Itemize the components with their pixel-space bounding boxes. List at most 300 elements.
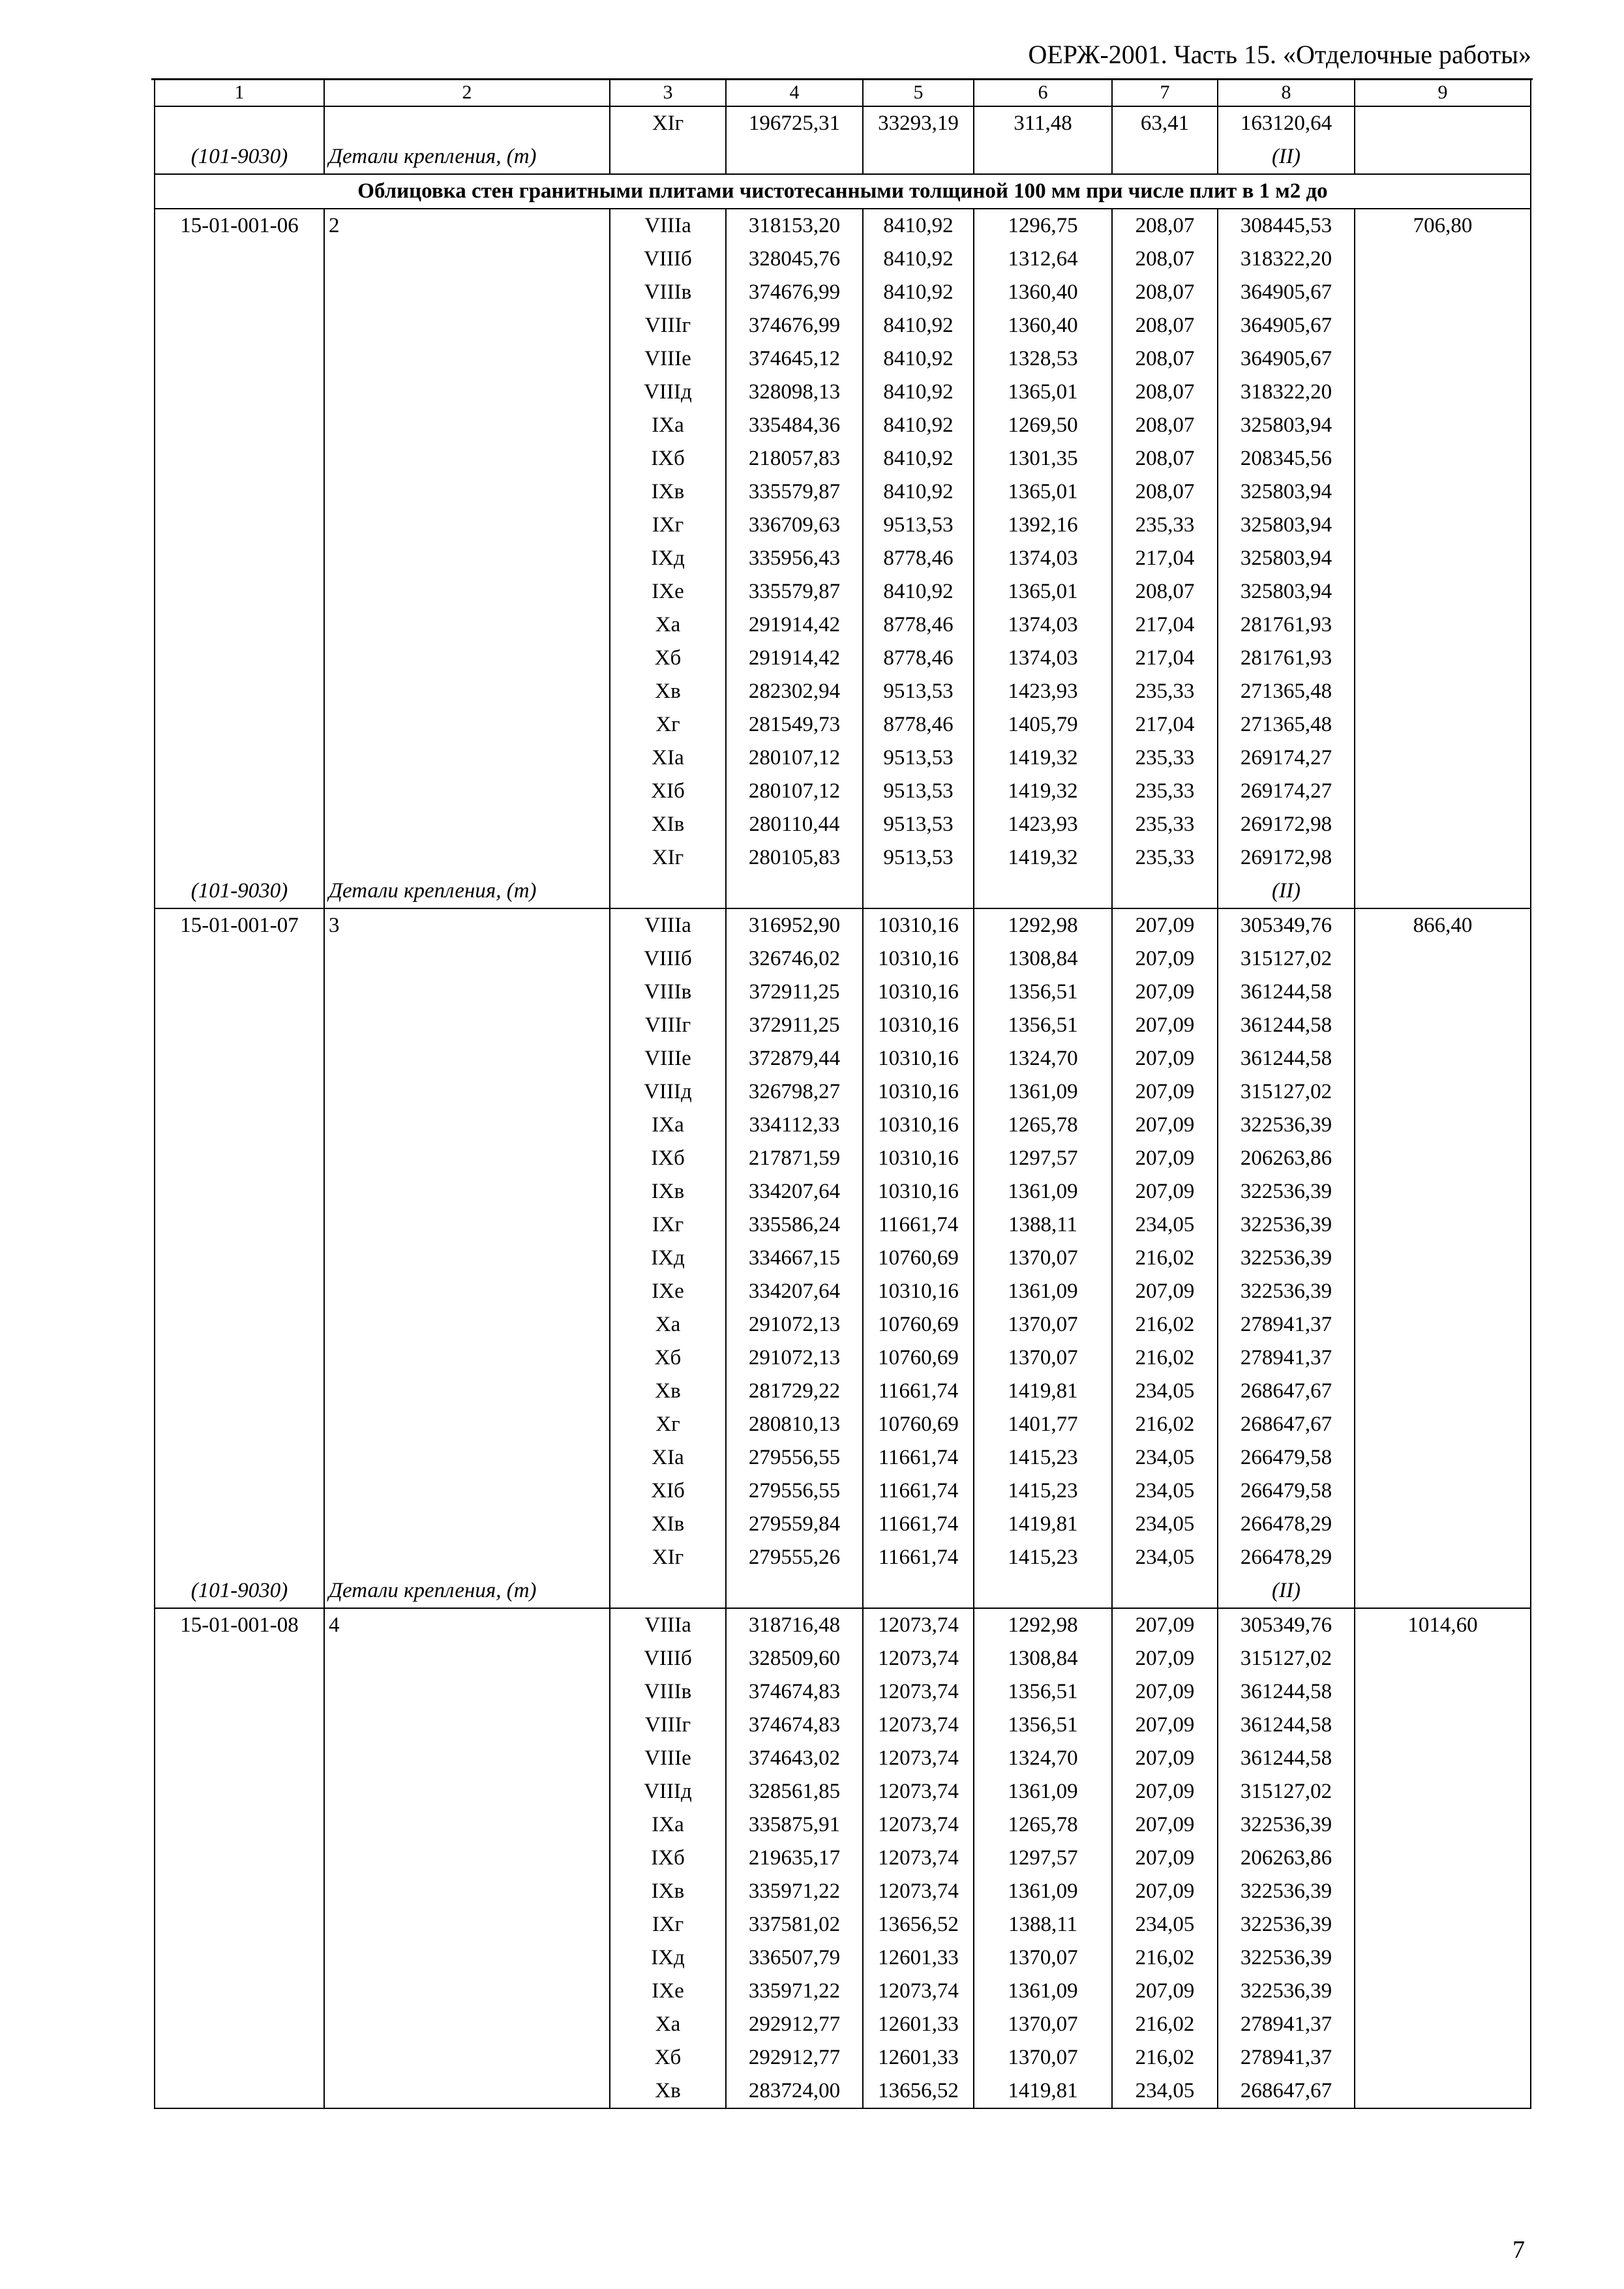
empty-cell: [155, 808, 324, 841]
value-cell: 279556,55: [726, 1474, 863, 1508]
value-cell: 322536,39: [1218, 1975, 1355, 2008]
empty-cell: [324, 1075, 610, 1109]
value-cell: 207,09: [1112, 1275, 1218, 1308]
value-cell: 1374,03: [974, 642, 1112, 675]
empty-cell: [863, 1574, 974, 1608]
table-row: [155, 1408, 1531, 1441]
empty-cell: [324, 1242, 610, 1275]
value-cell: 208,07: [1112, 442, 1218, 475]
value-cell: 10760,69: [863, 1308, 974, 1341]
value-cell: 291072,13: [726, 1308, 863, 1341]
value-cell: 292912,77: [726, 2041, 863, 2074]
empty-cell: [324, 2008, 610, 2041]
value-cell: 10310,16: [863, 1275, 974, 1308]
value-cell: 269174,27: [1218, 775, 1355, 808]
empty-cell: [324, 976, 610, 1009]
column-number-header: 7: [1112, 79, 1218, 106]
value-cell: 280810,13: [726, 1408, 863, 1441]
value-cell: 12073,74: [863, 1842, 974, 1875]
value-cell: 1324,70: [974, 1742, 1112, 1775]
empty-cell: [155, 1109, 324, 1142]
rates-table: [154, 78, 1531, 2109]
value-cell: 217871,59: [726, 1142, 863, 1175]
value-cell: 1308,84: [974, 1642, 1112, 1675]
empty-cell: [324, 276, 610, 309]
value-cell: 328045,76: [726, 243, 863, 276]
table-row: [155, 1908, 1531, 1941]
value-cell: 1419,81: [974, 2074, 1112, 2108]
empty-cell: [155, 1941, 324, 1975]
value-cell: 268647,67: [1218, 1408, 1355, 1441]
empty-cell: [324, 1975, 610, 2008]
value-cell: 207,09: [1112, 1075, 1218, 1109]
empty-cell: [1355, 2041, 1531, 2074]
value-cell: 364905,67: [1218, 342, 1355, 376]
table-row: [155, 1375, 1531, 1408]
value-cell: 12601,33: [863, 2008, 974, 2041]
value-cell: 218057,83: [726, 442, 863, 475]
region-zone: Xг: [610, 708, 726, 741]
empty-cell: [726, 1574, 863, 1608]
value-cell: 271365,48: [1218, 708, 1355, 741]
resource-description: Детали крепления, (т): [324, 1574, 610, 1608]
value-cell: 235,33: [1112, 675, 1218, 708]
value-cell: 278941,37: [1218, 2041, 1355, 2074]
empty-cell: [1355, 1642, 1531, 1675]
value-cell: 8410,92: [863, 376, 974, 409]
empty-cell: [324, 1642, 610, 1675]
table-row: [155, 575, 1531, 608]
value-cell: 372911,25: [726, 1009, 863, 1042]
value-cell: 216,02: [1112, 2008, 1218, 2041]
value-cell: 208,07: [1112, 309, 1218, 342]
value-cell: 305349,76: [1218, 1608, 1355, 1642]
value-cell: 234,05: [1112, 1208, 1218, 1242]
value-cell: 208,07: [1112, 276, 1218, 309]
empty-cell: [1355, 1109, 1531, 1142]
value-cell: 10310,16: [863, 1075, 974, 1109]
empty-cell: [155, 1541, 324, 1574]
value-cell: 208,07: [1112, 376, 1218, 409]
empty-cell: [1112, 875, 1218, 908]
resource-code: (101-9030): [155, 1574, 324, 1608]
resource-mark: (II): [1218, 1574, 1355, 1608]
table-row: [155, 1242, 1531, 1275]
value-cell: 216,02: [1112, 1408, 1218, 1441]
value-cell: 291914,42: [726, 608, 863, 642]
empty-cell: [1355, 243, 1531, 276]
value-cell: 336507,79: [726, 1941, 863, 1975]
empty-cell: [324, 1142, 610, 1175]
value-cell: 1297,57: [974, 1142, 1112, 1175]
value-cell: 1308,84: [974, 942, 1112, 976]
value-cell: 234,05: [1112, 1474, 1218, 1508]
empty-cell: [324, 1775, 610, 1808]
value-cell: 328509,60: [726, 1642, 863, 1675]
empty-cell: [155, 1075, 324, 1109]
region-zone: XIб: [610, 775, 726, 808]
empty-cell: [155, 841, 324, 875]
empty-cell: [610, 1574, 726, 1608]
value-cell: 315127,02: [1218, 942, 1355, 976]
value-cell: 1301,35: [974, 442, 1112, 475]
value-cell: 322536,39: [1218, 1175, 1355, 1208]
empty-cell: [1355, 1075, 1531, 1109]
value-cell: 334207,64: [726, 1175, 863, 1208]
empty-cell: [155, 1508, 324, 1541]
empty-cell: [1355, 1975, 1531, 2008]
region-zone: IXа: [610, 1808, 726, 1842]
table-row: [155, 1541, 1531, 1574]
empty-cell: [1355, 1175, 1531, 1208]
value-cell: 8410,92: [863, 442, 974, 475]
value-cell: 235,33: [1112, 741, 1218, 775]
value-cell: 322536,39: [1218, 1908, 1355, 1941]
page-number: 7: [1512, 2236, 1525, 2264]
value-cell: 207,09: [1112, 1775, 1218, 1808]
value-cell: 1401,77: [974, 1408, 1112, 1441]
value-cell: 268647,67: [1218, 1375, 1355, 1408]
value-cell: 207,09: [1112, 1009, 1218, 1042]
region-zone: VIIIв: [610, 976, 726, 1009]
value-cell: 1296,75: [974, 209, 1112, 243]
value-cell: 1356,51: [974, 1009, 1112, 1042]
empty-cell: [324, 342, 610, 376]
value-cell: 216,02: [1112, 1341, 1218, 1375]
empty-cell: [1355, 140, 1531, 174]
value-cell: 271365,48: [1218, 675, 1355, 708]
empty-cell: [1355, 642, 1531, 675]
value-cell: 337581,02: [726, 1908, 863, 1941]
column-number-header: 5: [863, 79, 974, 106]
value-cell: 1392,16: [974, 509, 1112, 542]
value-cell: 234,05: [1112, 2074, 1218, 2108]
empty-cell: [155, 608, 324, 642]
value-cell: 1361,09: [974, 1175, 1112, 1208]
table-row: [155, 276, 1531, 309]
value-cell: 208,07: [1112, 409, 1218, 442]
value-cell: 372911,25: [726, 976, 863, 1009]
resource-code: (101-9030): [155, 140, 324, 174]
region-zone: Xв: [610, 1375, 726, 1408]
value-cell: 1370,07: [974, 1341, 1112, 1375]
empty-cell: [155, 1408, 324, 1441]
value-cell: 217,04: [1112, 642, 1218, 675]
table-row: [155, 1042, 1531, 1075]
value-cell: 1415,23: [974, 1541, 1112, 1574]
region-zone: IXд: [610, 542, 726, 575]
value-cell: 1423,93: [974, 675, 1112, 708]
table-row: [155, 409, 1531, 442]
value-cell: 12073,74: [863, 1975, 974, 2008]
page-header: [151, 38, 1533, 80]
empty-cell: [1355, 1675, 1531, 1709]
value-cell: 282302,94: [726, 675, 863, 708]
region-zone: IXа: [610, 1109, 726, 1142]
empty-cell: [155, 376, 324, 409]
table-row: [155, 1275, 1531, 1308]
column-number-header: 1: [155, 79, 324, 106]
value-cell: 322536,39: [1218, 1208, 1355, 1242]
empty-cell: [324, 542, 610, 575]
empty-cell: [155, 1441, 324, 1474]
table-row: [155, 342, 1531, 376]
region-zone: VIIIе: [610, 342, 726, 376]
empty-cell: [1355, 1242, 1531, 1275]
value-cell: 206263,86: [1218, 1142, 1355, 1175]
value-cell: 9513,53: [863, 741, 974, 775]
resource-mark: (II): [1218, 875, 1355, 908]
table-row: [155, 1474, 1531, 1508]
empty-cell: [1355, 1208, 1531, 1242]
value-cell: 315127,02: [1218, 1642, 1355, 1675]
region-zone: IXг: [610, 1208, 726, 1242]
value-cell: 10310,16: [863, 1175, 974, 1208]
value-cell: 13656,52: [863, 1908, 974, 1941]
value-cell: 1415,23: [974, 1474, 1112, 1508]
value-cell: 326746,02: [726, 942, 863, 976]
value-cell: 12073,74: [863, 1642, 974, 1675]
table-cell: XIг: [610, 106, 726, 140]
region-zone: Xв: [610, 2074, 726, 2108]
value-cell: 13656,52: [863, 2074, 974, 2108]
value-cell: 1292,98: [974, 1608, 1112, 1642]
empty-cell: [1355, 342, 1531, 376]
empty-cell: [324, 675, 610, 708]
value-cell: 336709,63: [726, 509, 863, 542]
empty-cell: [1355, 1009, 1531, 1042]
region-zone: IXд: [610, 1242, 726, 1275]
value-cell: 1328,53: [974, 342, 1112, 376]
rate-number: 3: [324, 908, 610, 942]
value-cell: 8410,92: [863, 475, 974, 509]
empty-cell: [155, 1275, 324, 1308]
empty-cell: [324, 1474, 610, 1508]
value-cell: 235,33: [1112, 841, 1218, 875]
value-cell: 12073,74: [863, 1675, 974, 1709]
value-cell: 305349,76: [1218, 908, 1355, 942]
empty-cell: [324, 1742, 610, 1775]
value-cell: 1365,01: [974, 575, 1112, 608]
value-cell: 278941,37: [1218, 2008, 1355, 2041]
empty-cell: [324, 1941, 610, 1975]
value-cell: 361244,58: [1218, 976, 1355, 1009]
table-row: [155, 376, 1531, 409]
value-cell: 9513,53: [863, 808, 974, 841]
empty-cell: [324, 1709, 610, 1742]
column-number-header: 4: [726, 79, 863, 106]
column-number-header: 6: [974, 79, 1112, 106]
value-cell: 1312,64: [974, 243, 1112, 276]
empty-cell: [324, 708, 610, 741]
value-cell: 269172,98: [1218, 841, 1355, 875]
table-cell: [324, 106, 610, 140]
empty-cell: [324, 942, 610, 976]
value-cell: 334207,64: [726, 1275, 863, 1308]
empty-cell: [155, 1775, 324, 1808]
value-cell: 207,09: [1112, 1608, 1218, 1642]
region-zone: VIIIд: [610, 376, 726, 409]
value-cell: 315127,02: [1218, 1775, 1355, 1808]
value-cell: 234,05: [1112, 1541, 1218, 1574]
empty-cell: [324, 2074, 610, 2108]
table-row: [155, 1675, 1531, 1709]
region-zone: VIIIа: [610, 1608, 726, 1642]
value-cell: 1265,78: [974, 1808, 1112, 1842]
value-cell: 8778,46: [863, 642, 974, 675]
value-cell: 207,09: [1112, 1675, 1218, 1709]
empty-cell: [155, 1908, 324, 1941]
value-cell: 1419,32: [974, 841, 1112, 875]
empty-cell: [324, 1408, 610, 1441]
value-cell: 322536,39: [1218, 1941, 1355, 1975]
table-row: [155, 1775, 1531, 1808]
value-cell: 335586,24: [726, 1208, 863, 1242]
value-cell: 1356,51: [974, 1675, 1112, 1709]
rate-code: 15-01-001-08: [155, 1608, 324, 1642]
value-cell: 235,33: [1112, 775, 1218, 808]
value-cell: 281729,22: [726, 1375, 863, 1408]
value-cell: 364905,67: [1218, 309, 1355, 342]
empty-cell: [155, 1642, 324, 1675]
empty-cell: [324, 442, 610, 475]
region-zone: XIг: [610, 1541, 726, 1574]
value-cell: 1370,07: [974, 1308, 1112, 1341]
region-zone: VIIIг: [610, 309, 726, 342]
region-zone: IXб: [610, 1842, 726, 1875]
table-row: [155, 1808, 1531, 1842]
material-quantity: 1014,60: [1355, 1608, 1531, 1642]
value-cell: 335971,22: [726, 1875, 863, 1908]
value-cell: 325803,94: [1218, 475, 1355, 509]
table-cell: 311,48: [974, 106, 1112, 140]
table-cell: 33293,19: [863, 106, 974, 140]
section-title-row: [155, 174, 1531, 209]
value-cell: 207,09: [1112, 1042, 1218, 1075]
empty-cell: [155, 675, 324, 708]
region-zone: IXа: [610, 409, 726, 442]
value-cell: 217,04: [1112, 542, 1218, 575]
value-cell: 10310,16: [863, 1009, 974, 1042]
empty-cell: [610, 875, 726, 908]
region-zone: VIIIв: [610, 1675, 726, 1709]
empty-cell: [1355, 708, 1531, 741]
empty-cell: [1355, 675, 1531, 708]
empty-cell: [1355, 442, 1531, 475]
value-cell: 11661,74: [863, 1208, 974, 1242]
value-cell: 1374,03: [974, 608, 1112, 642]
value-cell: 1297,57: [974, 1842, 1112, 1875]
rate-code: 15-01-001-06: [155, 209, 324, 243]
empty-cell: [155, 442, 324, 475]
empty-cell: [155, 276, 324, 309]
value-cell: 281549,73: [726, 708, 863, 741]
empty-cell: [155, 741, 324, 775]
region-zone: IXг: [610, 1908, 726, 1941]
value-cell: 325803,94: [1218, 575, 1355, 608]
value-cell: 12073,74: [863, 1742, 974, 1775]
value-cell: 1419,81: [974, 1508, 1112, 1541]
value-cell: 283724,00: [726, 2074, 863, 2108]
empty-cell: [324, 1441, 610, 1474]
empty-cell: [155, 976, 324, 1009]
table-row: [155, 309, 1531, 342]
value-cell: 12601,33: [863, 2041, 974, 2074]
empty-cell: [324, 741, 610, 775]
empty-cell: [1355, 775, 1531, 808]
table-row: [155, 976, 1531, 1009]
value-cell: 374676,99: [726, 276, 863, 309]
empty-cell: [1355, 942, 1531, 976]
value-cell: 266478,29: [1218, 1541, 1355, 1574]
empty-cell: [1355, 1908, 1531, 1941]
empty-cell: [1355, 409, 1531, 442]
empty-cell: [155, 342, 324, 376]
table-row: [155, 1608, 1531, 1642]
table-row: [155, 1941, 1531, 1975]
empty-cell: [324, 1842, 610, 1875]
value-cell: 12073,74: [863, 1775, 974, 1808]
region-zone: XIв: [610, 1508, 726, 1541]
table-row: [155, 1341, 1531, 1375]
empty-cell: [1355, 808, 1531, 841]
value-cell: 12073,74: [863, 1875, 974, 1908]
table-row: [155, 542, 1531, 575]
empty-cell: [324, 1908, 610, 1941]
value-cell: 207,09: [1112, 1142, 1218, 1175]
empty-cell: [1355, 1775, 1531, 1808]
table-row: [155, 442, 1531, 475]
empty-cell: [155, 2008, 324, 2041]
value-cell: 207,09: [1112, 1875, 1218, 1908]
value-cell: 8410,92: [863, 409, 974, 442]
resource-code: (101-9030): [155, 875, 324, 908]
region-zone: IXе: [610, 575, 726, 608]
value-cell: 1415,23: [974, 1441, 1112, 1474]
value-cell: 281761,93: [1218, 608, 1355, 642]
value-cell: 291072,13: [726, 1341, 863, 1375]
region-zone: IXб: [610, 442, 726, 475]
value-cell: 1361,09: [974, 1275, 1112, 1308]
continuation-row: [155, 106, 1531, 140]
column-number-header: 3: [610, 79, 726, 106]
table-row: [155, 942, 1531, 976]
empty-cell: [324, 1109, 610, 1142]
empty-cell: [324, 775, 610, 808]
value-cell: 322536,39: [1218, 1242, 1355, 1275]
value-cell: 318322,20: [1218, 243, 1355, 276]
region-zone: VIIIе: [610, 1042, 726, 1075]
value-cell: 322536,39: [1218, 1109, 1355, 1142]
document-title: ОЕРЖ-2001. Часть 15. «Отделочные работы»: [1028, 40, 1531, 69]
value-cell: 234,05: [1112, 1508, 1218, 1541]
region-zone: IXв: [610, 1875, 726, 1908]
region-zone: VIIIб: [610, 942, 726, 976]
value-cell: 279556,55: [726, 1441, 863, 1474]
table-row: [155, 209, 1531, 243]
table-row: [155, 2074, 1531, 2108]
value-cell: 9513,53: [863, 841, 974, 875]
empty-cell: [155, 1474, 324, 1508]
value-cell: 12073,74: [863, 1808, 974, 1842]
value-cell: 11661,74: [863, 1375, 974, 1408]
value-cell: 1360,40: [974, 276, 1112, 309]
value-cell: 268647,67: [1218, 2074, 1355, 2108]
empty-cell: [155, 309, 324, 342]
value-cell: 12601,33: [863, 1941, 974, 1975]
value-cell: 9513,53: [863, 509, 974, 542]
value-cell: 11661,74: [863, 1474, 974, 1508]
